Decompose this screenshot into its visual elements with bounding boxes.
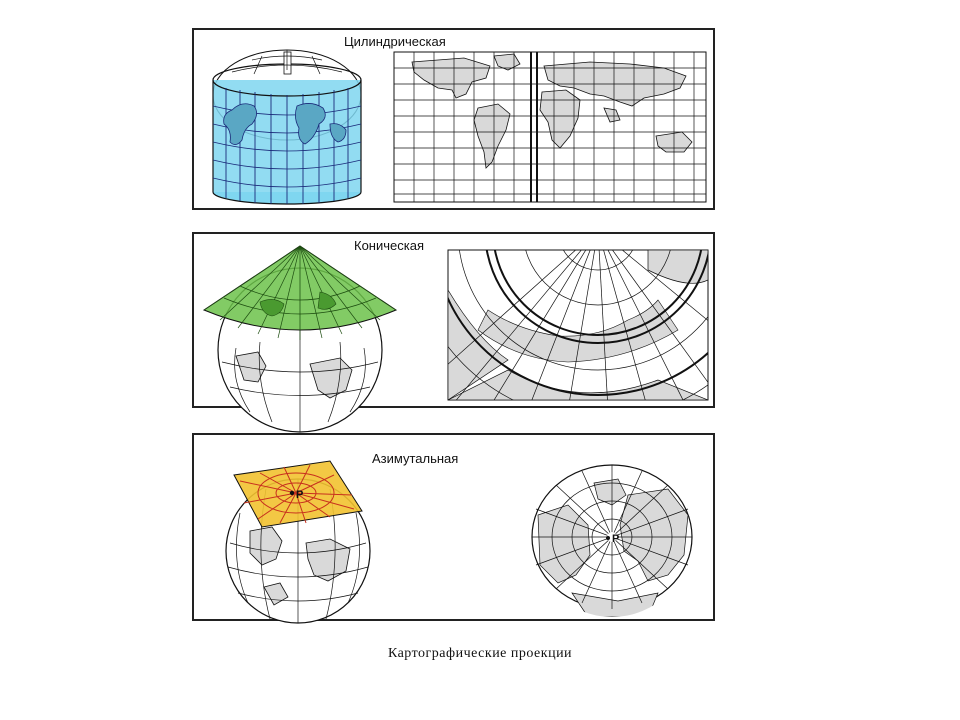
azimuthal-title: Азимутальная [372, 451, 459, 466]
map-pole-label: P [612, 533, 620, 545]
azimuthal-globe-illustration [210, 447, 390, 619]
azimuthal-map [528, 465, 698, 615]
figure-caption: Картографические проекции [387, 646, 573, 661]
cylindrical-title: Цилиндрическая [344, 34, 446, 49]
cylinder-globe-illustration [202, 40, 372, 205]
cone-globe-illustration [200, 242, 400, 410]
conical-title: Коническая [354, 238, 424, 253]
conical-map [448, 250, 708, 400]
azimuthal-panel [192, 433, 715, 621]
cylindrical-panel [192, 28, 715, 210]
cylindrical-map [394, 52, 706, 202]
conical-panel [192, 232, 715, 408]
globe-pole-label: P [296, 489, 304, 501]
